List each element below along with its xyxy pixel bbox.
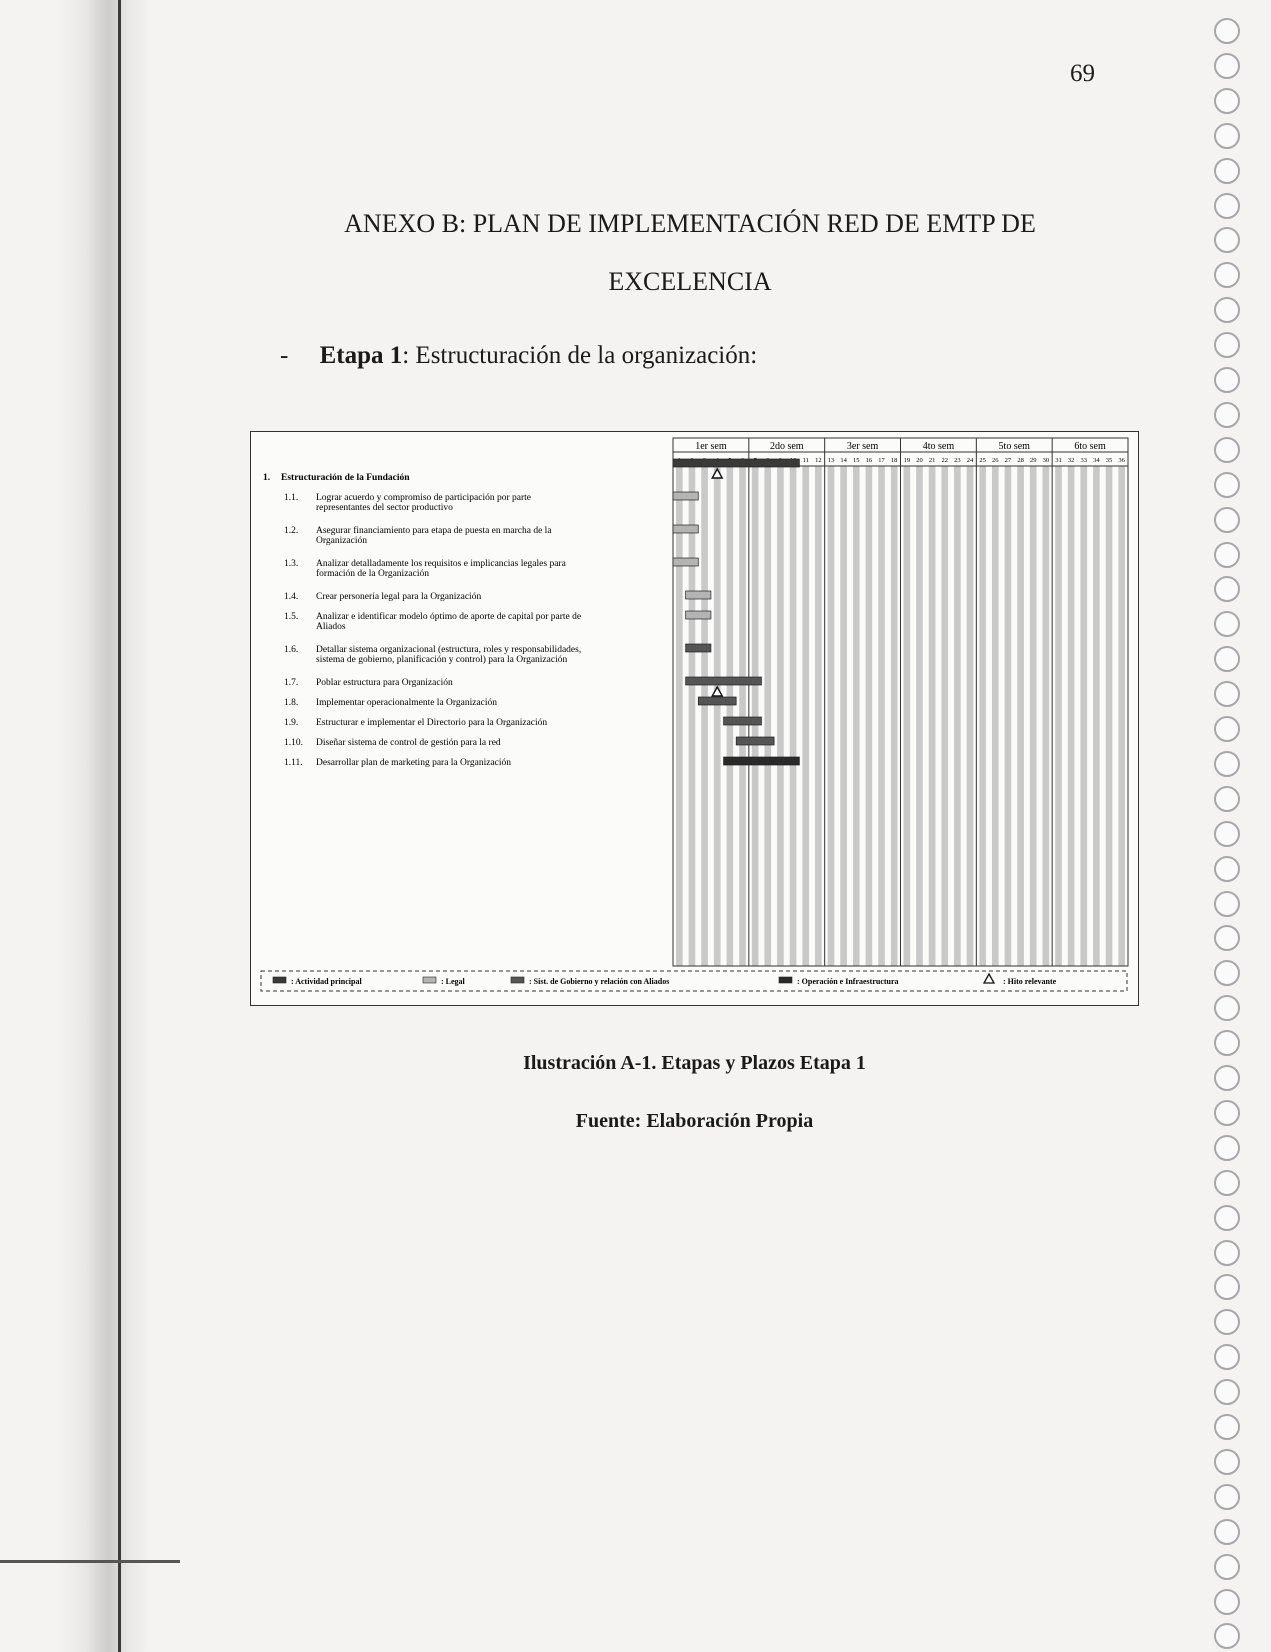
task-label: sistema de gobierno, planificación y control) para la Organización <box>316 655 568 665</box>
period-column <box>866 466 873 966</box>
semester-label: 3er sem <box>846 441 879 452</box>
binding-ring <box>1214 1414 1240 1440</box>
period-column <box>1055 466 1062 966</box>
binding-ring <box>1214 262 1240 288</box>
period-column <box>1118 466 1125 966</box>
binding-ring <box>1214 751 1240 777</box>
binding-ring <box>1214 1135 1240 1161</box>
legend-swatch <box>423 977 436 983</box>
binding-ring <box>1214 891 1240 917</box>
task-label: Analizar detalladamente los requisitos e implicancias legales para <box>316 559 566 569</box>
binding-ring <box>1214 88 1240 114</box>
binding-ring <box>1214 1065 1240 1091</box>
period-column <box>714 466 721 966</box>
period-column <box>777 466 784 966</box>
task-label: Crear personería legal para la Organización <box>316 592 482 602</box>
period-number: 11 <box>802 457 809 464</box>
stage-heading <box>280 342 757 370</box>
bar-task <box>673 558 698 566</box>
period-column <box>853 466 860 966</box>
semester-label: 2do sem <box>769 441 804 452</box>
binding-ring <box>1214 297 1240 323</box>
binding-ring <box>1214 1205 1240 1231</box>
task-label: representantes del sector productivo <box>316 503 453 513</box>
period-column <box>878 466 885 966</box>
binding-ring <box>1214 507 1240 533</box>
bar-task <box>724 757 800 765</box>
period-number: 15 <box>853 457 860 464</box>
binding-ring <box>1214 1309 1240 1335</box>
binding-ring <box>1214 542 1240 568</box>
period-column <box>1093 466 1100 966</box>
period-column <box>941 466 948 966</box>
period-number: 28 <box>1017 457 1024 464</box>
period-column <box>739 466 746 966</box>
task-label: Estructurar e implementar el Directorio para la Organización <box>316 718 548 728</box>
legend-label: : Actividad principal <box>291 977 362 986</box>
legend-label: : Sist. de Gobierno y relación con Aliados <box>529 977 670 986</box>
task-number: 1.4. <box>284 592 299 602</box>
figure-source: Fuente: Elaboración Propia <box>575 1110 814 1132</box>
binding-ring <box>1214 1240 1240 1266</box>
period-number: 24 <box>966 457 974 464</box>
bar-task <box>724 717 762 725</box>
task-number: 1.6. <box>284 645 299 655</box>
binding-ring <box>1214 123 1240 149</box>
task-label: Organización <box>316 536 367 546</box>
task-label: Aliados <box>316 622 346 632</box>
binding-ring <box>1214 1623 1240 1649</box>
period-column <box>1080 466 1087 966</box>
binding-shadow <box>58 0 150 1652</box>
annex-heading <box>300 195 1080 311</box>
task-number: 1.7. <box>284 678 299 688</box>
stage-label: Etapa 1 <box>319 342 403 369</box>
period-column <box>802 466 809 966</box>
bar-main-activity <box>673 459 799 467</box>
heading-line-2: EXCELENCIA <box>608 267 772 296</box>
period-number: 18 <box>890 457 898 464</box>
binding-ring <box>1214 1379 1240 1405</box>
binding-ring <box>1214 1030 1240 1056</box>
binding-ring <box>1214 1170 1240 1196</box>
binding-ring <box>1214 1519 1240 1545</box>
period-column <box>929 466 936 966</box>
legend-milestone-icon <box>984 974 994 983</box>
task-number: 1.3. <box>284 559 299 569</box>
period-number: 16 <box>865 457 873 464</box>
period-column <box>1030 466 1037 966</box>
period-number: 31 <box>1055 457 1062 464</box>
binding-bottom-edge <box>0 1560 180 1563</box>
task-number: 1.5. <box>284 612 299 622</box>
period-number: 30 <box>1042 457 1050 464</box>
period-number: 22 <box>941 457 948 464</box>
semester-label: 4to sem <box>922 441 955 452</box>
period-column <box>752 466 759 966</box>
period-number: 25 <box>979 457 986 464</box>
binding-ring <box>1214 18 1240 44</box>
period-column <box>1043 466 1050 966</box>
binding-ring <box>1214 1100 1240 1126</box>
binding-ring <box>1214 193 1240 219</box>
figure-caption: Ilustración A-1. Etapas y Plazos Etapa 1 <box>523 1052 866 1074</box>
binding-ring <box>1214 1449 1240 1475</box>
binding-ring <box>1214 960 1240 986</box>
binding-ring <box>1214 1589 1240 1615</box>
period-number: 21 <box>928 457 936 464</box>
period-number: 35 <box>1105 457 1113 464</box>
legend-label: : Hito relevante <box>1003 977 1057 986</box>
binding-ring <box>1214 472 1240 498</box>
binding-ring <box>1214 437 1240 463</box>
task-label-main: Estructuración de la Fundación <box>281 473 410 483</box>
period-number: 26 <box>992 457 999 464</box>
period-number: 29 <box>1029 457 1037 464</box>
task-label: Analizar e identificar modelo óptimo de aporte de capital por parte de <box>316 612 582 622</box>
task-label: Poblar estructura para Organización <box>316 678 453 688</box>
task-number: 1.11. <box>284 758 303 768</box>
binding-ring <box>1214 995 1240 1021</box>
task-label: Diseñar sistema de control de gestión para la red <box>316 738 501 748</box>
bar-task <box>686 591 711 599</box>
task-number-main: 1. <box>263 473 271 483</box>
binding-ring <box>1214 1554 1240 1580</box>
binding-ring <box>1214 611 1240 637</box>
stage-text: : Estructuración de la organización: <box>402 342 758 369</box>
period-number: 14 <box>840 457 847 464</box>
period-column <box>904 466 911 966</box>
task-number: 1.1. <box>284 493 299 503</box>
period-column <box>790 466 797 966</box>
period-column <box>916 466 923 966</box>
period-number: 23 <box>954 457 961 464</box>
task-label: Implementar operacionalmente la Organización <box>316 698 498 708</box>
bar-task <box>673 525 698 533</box>
bar-task <box>736 737 774 745</box>
binding-ring <box>1214 158 1240 184</box>
period-column <box>764 466 771 966</box>
period-number: 34 <box>1093 457 1100 464</box>
heading-line-1: ANEXO B: PLAN DE IMPLEMENTACIÓN RED DE EMTP DE <box>344 209 1036 238</box>
period-number: 20 <box>916 457 923 464</box>
bar-task <box>686 611 711 619</box>
period-column <box>828 466 835 966</box>
period-column <box>1068 466 1075 966</box>
period-column <box>676 466 683 966</box>
task-label: Detallar sistema organizacional (estructura, roles y responsabilidades, <box>316 645 582 655</box>
binding-ring <box>1214 402 1240 428</box>
task-label: Desarrollar plan de marketing para la Organización <box>316 758 512 768</box>
legend-label: : Legal <box>441 977 465 986</box>
period-number: 27 <box>1004 457 1012 464</box>
period-column <box>701 466 708 966</box>
task-label: Asegurar financiamiento para etapa de puesta en marcha de la <box>316 526 552 536</box>
period-column <box>815 466 822 966</box>
period-number: 12 <box>815 457 822 464</box>
task-label: Lograr acuerdo y compromiso de participación por parte <box>316 493 531 503</box>
period-number: 13 <box>827 457 835 464</box>
period-column <box>1017 466 1024 966</box>
bar-task <box>686 644 711 652</box>
task-label: formación de la Organización <box>316 569 429 579</box>
binding-ring <box>1214 227 1240 253</box>
binding-ring <box>1214 821 1240 847</box>
period-column <box>992 466 999 966</box>
gantt-figure <box>250 431 1139 1006</box>
binding-ring <box>1214 681 1240 707</box>
legend-swatch <box>779 977 792 983</box>
period-number: 36 <box>1118 457 1125 464</box>
semester-label: 1er sem <box>695 441 727 452</box>
binding-edge <box>118 0 121 1652</box>
binding-ring <box>1214 925 1240 951</box>
period-column <box>840 466 847 966</box>
binding-ring <box>1214 332 1240 358</box>
period-column <box>967 466 974 966</box>
binding-ring <box>1214 1344 1240 1370</box>
task-number: 1.10. <box>284 738 303 748</box>
legend-label: : Operación e Infraestructura <box>797 977 899 986</box>
binding-ring <box>1214 1484 1240 1510</box>
milestone-marker <box>712 469 722 478</box>
spiral-binding <box>1208 0 1258 1652</box>
period-number: 17 <box>878 457 885 464</box>
bar-task <box>686 677 762 685</box>
bar-task <box>698 697 736 705</box>
period-number: 33 <box>1080 457 1088 464</box>
task-number: 1.8. <box>284 698 299 708</box>
binding-ring <box>1214 786 1240 812</box>
semester-label: 6to sem <box>1074 441 1106 452</box>
stage-bullet: - <box>280 342 289 369</box>
legend-box <box>261 971 1127 991</box>
binding-ring <box>1214 716 1240 742</box>
bar-task <box>673 492 698 500</box>
task-number: 1.2. <box>284 526 299 536</box>
period-number: 32 <box>1067 457 1075 464</box>
binding-ring <box>1214 646 1240 672</box>
binding-ring <box>1214 856 1240 882</box>
period-column <box>954 466 961 966</box>
period-number: 19 <box>903 457 911 464</box>
gantt-chart <box>251 432 1140 1007</box>
page-number: 69 <box>1070 60 1095 87</box>
period-column <box>689 466 696 966</box>
period-column <box>891 466 898 966</box>
binding-ring <box>1214 1274 1240 1300</box>
period-column <box>1005 466 1012 966</box>
binding-ring <box>1214 367 1240 393</box>
period-column <box>1106 466 1113 966</box>
legend-swatch <box>273 977 286 983</box>
binding-ring <box>1214 53 1240 79</box>
task-number: 1.9. <box>284 718 299 728</box>
milestone-marker <box>712 687 722 696</box>
legend-swatch <box>511 977 524 983</box>
period-column <box>979 466 986 966</box>
period-column <box>727 466 734 966</box>
semester-label: 5to sem <box>998 441 1030 452</box>
binding-ring <box>1214 576 1240 602</box>
